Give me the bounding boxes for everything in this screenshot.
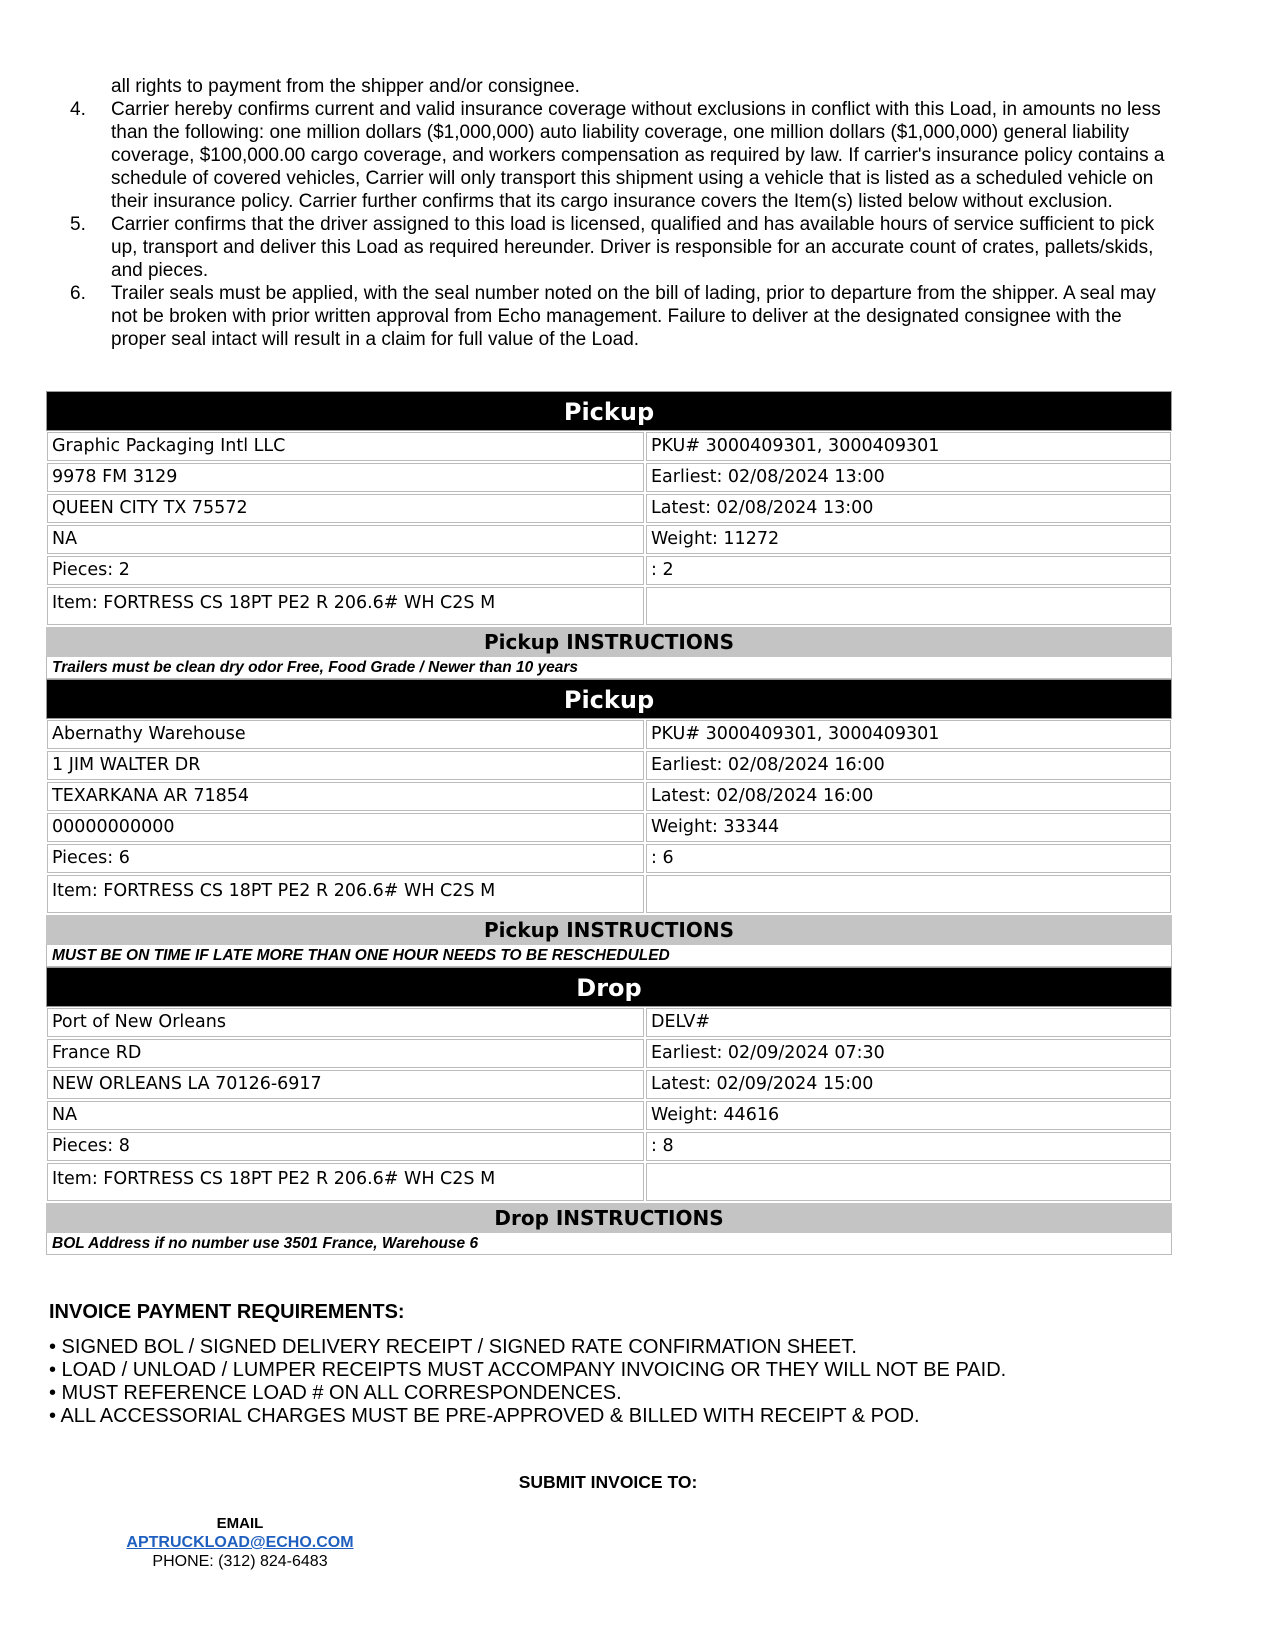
table-row <box>46 1162 1172 1202</box>
stop-cell: NA <box>47 525 644 554</box>
invoice-title: INVOICE PAYMENT REQUIREMENTS: <box>49 1301 405 1323</box>
table-row <box>46 493 1172 524</box>
submit-invoice-label: SUBMIT INVOICE TO: <box>518 1472 698 1492</box>
invoice-contact <box>110 1514 370 1571</box>
instructions-text: Trailers must be clean dry odor Free, Food Grade / Newer than 10 years <box>46 657 1172 679</box>
stop-cell: PKU# 3000409301, 3000409301 <box>646 432 1171 461</box>
table-row <box>46 555 1172 586</box>
table-row <box>46 1007 1172 1038</box>
stop-cell: Weight: 44616 <box>646 1101 1171 1130</box>
term-text: Carrier confirms that the driver assigned to this load is licensed, qualified and has available hours of service sufficient to pick up, transport and deliver this Load as required hereunder. Driver is responsible for an accurate count of crates, pallets/skids, and pieces. <box>111 214 1155 281</box>
instructions-header: Pickup INSTRUCTIONS <box>46 915 1172 945</box>
stop-cell: France RD <box>47 1039 644 1068</box>
invoice-requirement-item: • ALL ACCESSORIAL CHARGES MUST BE PRE-APPROVED & BILLED WITH RECEIPT & POD. <box>49 1405 920 1427</box>
stop-cell <box>646 875 1171 913</box>
stop-cell: Latest: 02/08/2024 16:00 <box>646 782 1171 811</box>
stop-cell: Latest: 02/09/2024 15:00 <box>646 1070 1171 1099</box>
email-label: EMAIL <box>216 1515 264 1532</box>
invoice-requirement-item: • MUST REFERENCE LOAD # ON ALL CORRESPONDENCES. <box>49 1382 622 1404</box>
stop-cell: Item: FORTRESS CS 18PT PE2 R 206.6# WH C2S M <box>47 1163 644 1201</box>
instructions-text: BOL Address if no number use 3501 France, Warehouse 6 <box>46 1233 1172 1255</box>
stop-cell: Pieces: 2 <box>47 556 644 585</box>
stop-cell: PKU# 3000409301, 3000409301 <box>646 720 1171 749</box>
phone-text: PHONE: (312) 824-6483 <box>152 1553 328 1570</box>
stop-cell: Item: FORTRESS CS 18PT PE2 R 206.6# WH C2S M <box>47 587 644 625</box>
stop-cell: 1 JIM WALTER DR <box>47 751 644 780</box>
table-row <box>46 843 1172 874</box>
invoice-requirement-item: • LOAD / UNLOAD / LUMPER RECEIPTS MUST ACCOMPANY INVOICING OR THEY WILL NOT BE PAID. <box>49 1359 1007 1381</box>
stop-cell <box>646 587 1171 625</box>
term-number: 6. <box>70 283 86 304</box>
term-item <box>70 282 1180 351</box>
term-number: 5. <box>70 214 86 235</box>
stop-cell: Earliest: 02/08/2024 16:00 <box>646 751 1171 780</box>
stop-header: Pickup <box>46 391 1172 431</box>
table-row <box>46 431 1172 462</box>
stops-table <box>46 391 1172 1255</box>
term-item <box>70 98 1180 213</box>
email-link[interactable]: APTRUCKLOAD@ECHO.COM <box>126 1534 354 1551</box>
term-text: Carrier hereby confirms current and valid insurance coverage without exclusions in conflict with this Load, in amounts no less than the following: one million dollars ($1,000,000) auto liability coverage, one million dollars ($1,000,000) general liability coverage, $100,000.00 cargo coverage, and workers compensation as required by law. If carrier's insurance policy contains a schedule of covered vehicles, Carrier will only transport this shipment using a vehicle that is listed as a scheduled vehicle on their insurance policy. Carrier further confirms that its cargo insurance covers the Item(s) listed below without exclusion. <box>111 99 1165 212</box>
stop-cell: Pieces: 8 <box>47 1132 644 1161</box>
stop-cell: Item: FORTRESS CS 18PT PE2 R 206.6# WH C2S M <box>47 875 644 913</box>
term-number: 4. <box>70 99 86 120</box>
stop-cell: Earliest: 02/08/2024 13:00 <box>646 463 1171 492</box>
stop-cell: Earliest: 02/09/2024 07:30 <box>646 1039 1171 1068</box>
stop-cell: TEXARKANA AR 71854 <box>47 782 644 811</box>
table-row <box>46 781 1172 812</box>
table-row <box>46 462 1172 493</box>
terms-section <box>70 75 1180 351</box>
terms-lead-text: all rights to payment from the shipper and/or consignee. <box>111 76 580 97</box>
stop-cell: 00000000000 <box>47 813 644 842</box>
table-row <box>46 1069 1172 1100</box>
table-row <box>46 1131 1172 1162</box>
stop-cell: QUEEN CITY TX 75572 <box>47 494 644 523</box>
stop-cell: : 2 <box>646 556 1171 585</box>
table-row <box>46 719 1172 750</box>
stop-cell: Port of New Orleans <box>47 1008 644 1037</box>
stop-cell: Weight: 33344 <box>646 813 1171 842</box>
stop-cell: Latest: 02/08/2024 13:00 <box>646 494 1171 523</box>
table-row <box>46 812 1172 843</box>
stop-cell: : 6 <box>646 844 1171 873</box>
stop-header: Pickup <box>46 679 1172 719</box>
term-item <box>70 213 1180 282</box>
stop-cell: : 8 <box>646 1132 1171 1161</box>
instructions-text: MUST BE ON TIME IF LATE MORE THAN ONE HOUR NEEDS TO BE RESCHEDULED <box>46 945 1172 967</box>
table-row <box>46 524 1172 555</box>
stop-cell: Weight: 11272 <box>646 525 1171 554</box>
stop-cell: Abernathy Warehouse <box>47 720 644 749</box>
stop-header: Drop <box>46 967 1172 1007</box>
stop-cell: 9978 FM 3129 <box>47 463 644 492</box>
invoice-requirements <box>49 1300 1149 1428</box>
table-row <box>46 586 1172 626</box>
table-row <box>46 874 1172 914</box>
stop-cell: NEW ORLEANS LA 70126-6917 <box>47 1070 644 1099</box>
invoice-requirement-item: • SIGNED BOL / SIGNED DELIVERY RECEIPT / SIGNED RATE CONFIRMATION SHEET. <box>49 1336 857 1358</box>
stop-cell: Pieces: 6 <box>47 844 644 873</box>
stop-cell: DELV# <box>646 1008 1171 1037</box>
stop-cell: Graphic Packaging Intl LLC <box>47 432 644 461</box>
stop-cell: NA <box>47 1101 644 1130</box>
table-row <box>46 750 1172 781</box>
table-row <box>46 1038 1172 1069</box>
instructions-header: Pickup INSTRUCTIONS <box>46 627 1172 657</box>
table-row <box>46 1100 1172 1131</box>
stop-cell <box>646 1163 1171 1201</box>
term-text: Trailer seals must be applied, with the seal number noted on the bill of lading, prior to departure from the shipper. A seal may not be broken with prior written approval from Echo management. Failure to deliver at the designated consignee with the proper seal intact will result in a claim for full value of the Load. <box>111 283 1156 350</box>
instructions-header: Drop INSTRUCTIONS <box>46 1203 1172 1233</box>
